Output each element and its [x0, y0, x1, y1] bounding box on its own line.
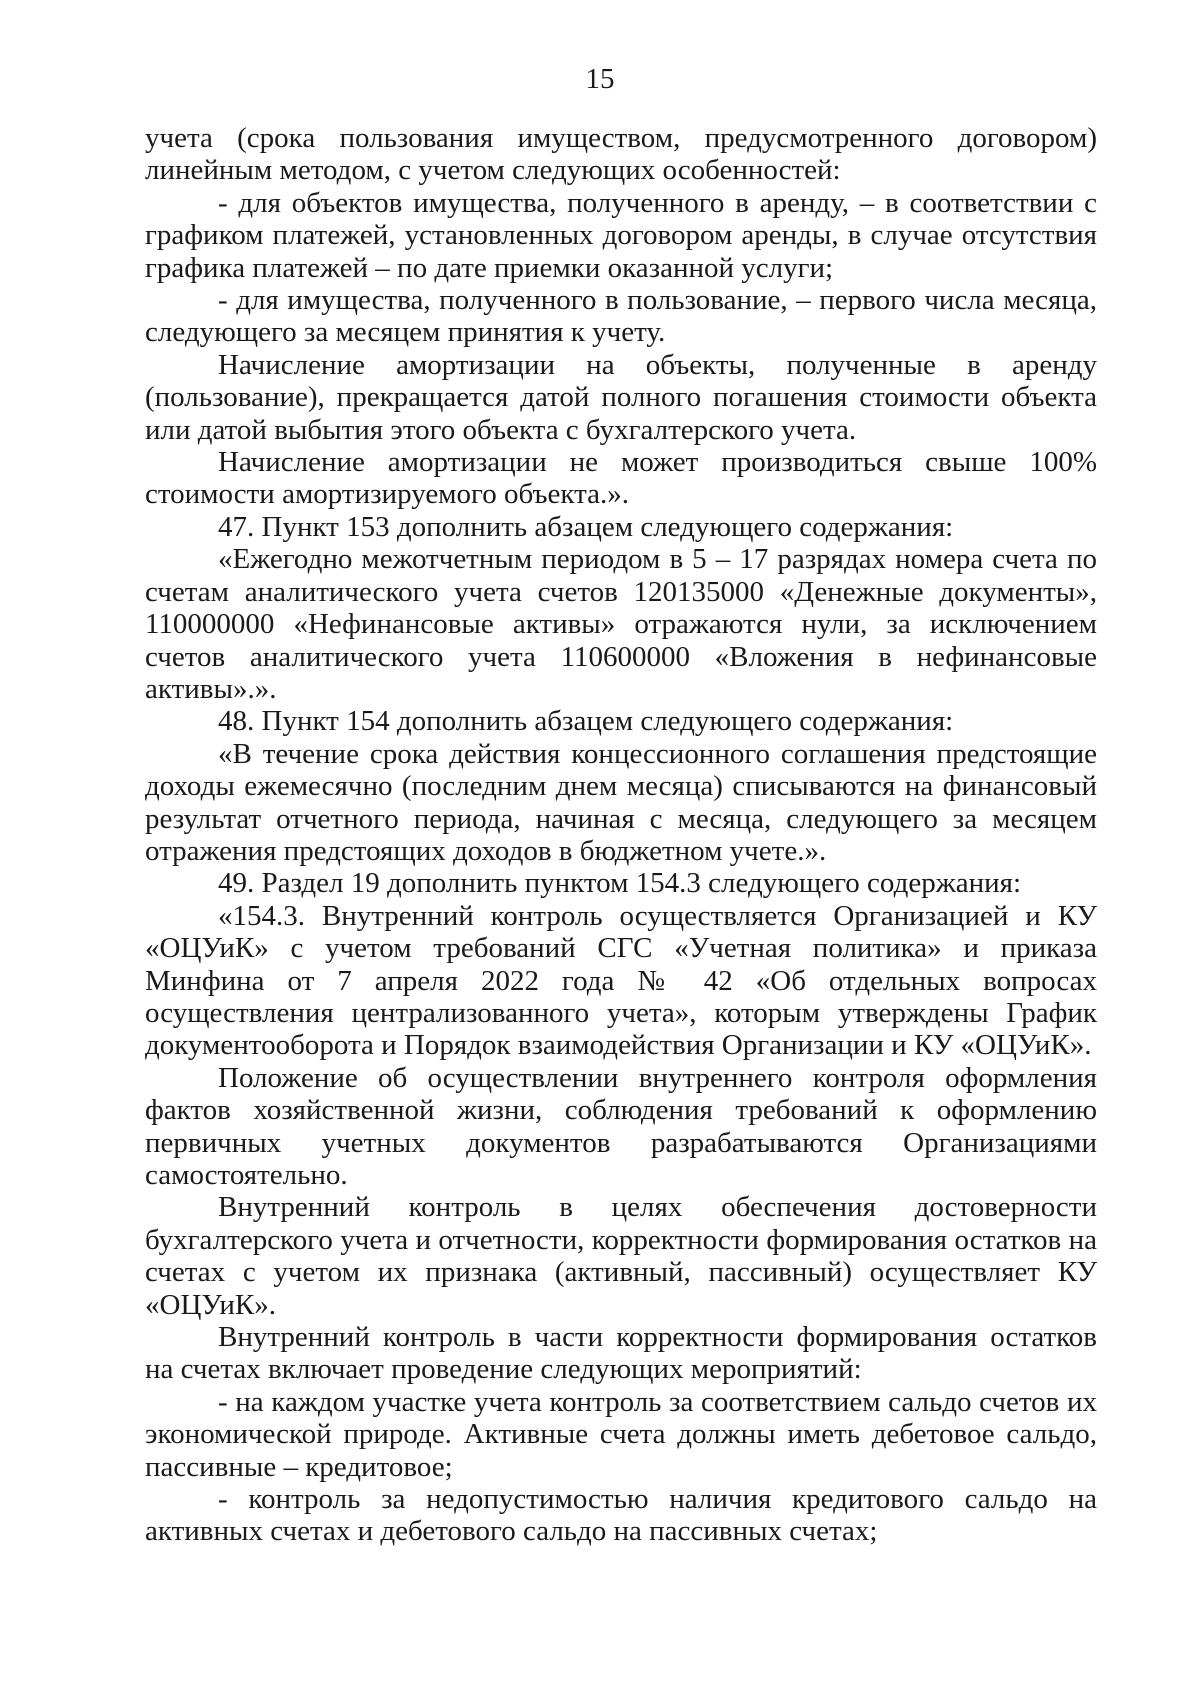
paragraph: Положение об осуществлении внутреннего контроля оформления фактов хозяйственной жизни, соблюдения требований к оформлению первичных учетных документов разрабатываются Организациями самостоятельно. [145, 1061, 1097, 1191]
paragraph-item-49: 49. Раздел 19 дополнить пунктом 154.3 следующего содержания: [218, 867, 1022, 900]
paragraph-quote: «154.3. Внутренний контроль осуществляется Организацией и КУ «ОЦУиК» с учетом требований СГС «Учетная политика» и приказа Минфина от 7 апреля 2022 года № 42 «Об отдельных вопросах осуществления централизованного учета», которым утверждены График документооборота и Порядок взаимодействия Организации и КУ «ОЦУиК». [145, 899, 1097, 1062]
document-body [145, 122, 1097, 1548]
paragraph: Начисление амортизации не может производиться свыше 100% стоимости амортизируемого объекта.». [145, 446, 1097, 511]
paragraph-list-item: - для имущества, полученного в пользование, – первого числа месяца, следующего за месяцем принятия к учету. [145, 284, 1097, 349]
paragraph-item-47: 47. Пункт 153 дополнить абзацем следующего содержания: [218, 510, 954, 543]
paragraph: Внутренний контроль в части корректности формирования остатков на счетах включает проведение следующих мероприятий: [145, 1321, 1097, 1386]
paragraph: Внутренний контроль в целях обеспечения достоверности бухгалтерского учета и отчетности, корректности формирования остатков на счетах с учетом их признака (активный, пассивный) осуществляет КУ «ОЦУиК». [145, 1191, 1097, 1321]
paragraph-quote: «В течение срока действия концессионного соглашения предстоящие доходы ежемесячно (последним днем месяца) списываются на финансовый результат отчетного периода, начиная с месяца, следующего за месяцем отражения предстоящих доходов в бюджетном учете.». [145, 737, 1097, 867]
paragraph-list-item: - на каждом участке учета контроль за соответствием сальдо счетов их экономической природе. Активные счета должны иметь дебетовое сальдо, пассивные – кредитовое; [145, 1385, 1097, 1483]
paragraph-continuation: учета (срока пользования имуществом, предусмотренного договором) линейным методом, с учетом следующих особенностей: [145, 122, 1097, 187]
paragraph-list-item: - для объектов имущества, полученного в аренду, – в соответствии с графиком платежей, установленных договором аренды, в случае отсутствия графика платежей – по дате приемки оказанной услуги; [145, 186, 1097, 284]
paragraph-list-item: - контроль за недопустимостью наличия кредитового сальдо на активных счетах и дебетового сальдо на пассивных счетах; [145, 1483, 1097, 1548]
paragraph: Начисление амортизации на объекты, полученные в аренду (пользование), прекращается датой полного погашения стоимости объекта или датой выбытия этого объекта с бухгалтерского учета. [145, 348, 1097, 446]
paragraph-quote: «Ежегодно межотчетным периодом в 5 – 17 разрядах номера счета по счетам аналитического учета счетов 120135000 «Денежные документы», 110000000 «Нефинансовые активы» отражаются нули, за исключением счетов аналитического учета 110600000 «Вложения в нефинансовые активы».». [145, 543, 1097, 705]
paragraph-item-48: 48. Пункт 154 дополнить абзацем следующего содержания: [218, 705, 954, 738]
page-number: 15 [585, 63, 615, 95]
